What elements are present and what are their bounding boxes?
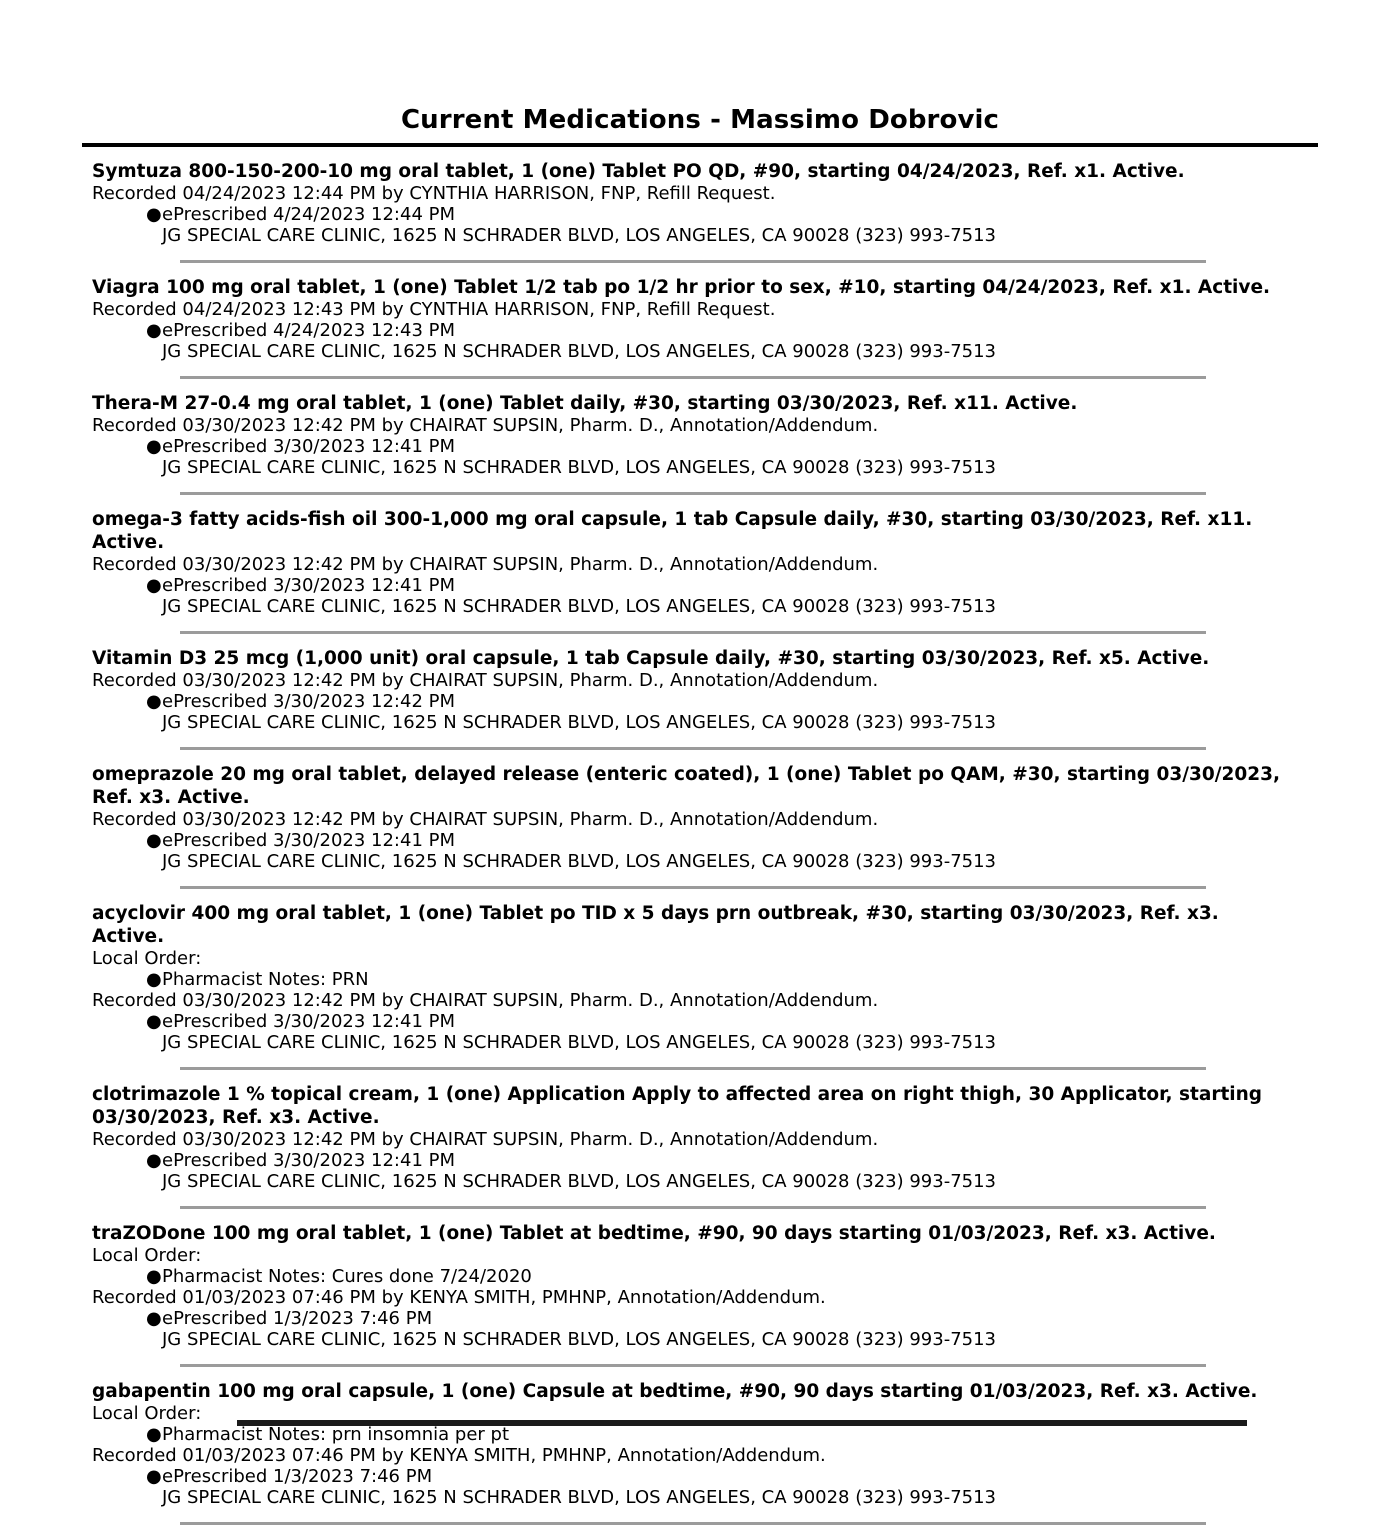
- pharmacy-line: JG SPECIAL CARE CLINIC, 1625 N SCHRADER BLVD, LOS ANGELES, CA 90028 (323) 993-7513: [162, 457, 997, 478]
- bullet-icon: ●: [146, 1150, 162, 1171]
- pharmacy-line: JG SPECIAL CARE CLINIC, 1625 N SCHRADER BLVD, LOS ANGELES, CA 90028 (323) 993-7513: [162, 1329, 997, 1350]
- eprescribed-line: [92, 691, 1294, 712]
- eprescribed-text: ePrescribed 3/30/2023 12:41 PM: [162, 436, 456, 457]
- medication-title: gabapentin 100 mg oral capsule, 1 (one) Capsule at bedtime, #90, 90 days starting 01/03/2023, Ref. x3. Active.: [92, 1381, 1258, 1402]
- eprescribed-line: [92, 1466, 1294, 1487]
- bullet-icon: ●: [146, 436, 162, 457]
- medication-entry-body: [92, 1209, 1294, 1350]
- pharmacist-note-text: Pharmacist Notes: Cures done 7/24/2020: [162, 1266, 532, 1287]
- eprescribed-text: ePrescribed 3/30/2023 12:41 PM: [162, 575, 456, 596]
- bullet-icon: ●: [146, 1011, 162, 1032]
- medication-title: Symtuza 800-150-200-10 mg oral tablet, 1 (one) Tablet PO QD, #90, starting 04/24/2023, Ref. x1. Active.: [92, 161, 1185, 182]
- pharmacist-note-text: Pharmacist Notes: prn insomnia per pt: [162, 1424, 510, 1445]
- medication-entry: [0, 379, 1398, 495]
- recorded-line: Recorded 03/30/2023 12:42 PM by CHAIRAT SUPSIN, Pharm. D., Annotation/Addendum.: [92, 990, 879, 1011]
- medication-entry: [0, 750, 1398, 889]
- medication-entry-body: [92, 750, 1294, 872]
- medication-entry: [0, 1209, 1398, 1367]
- eprescribed-text: ePrescribed 3/30/2023 12:41 PM: [162, 1011, 456, 1032]
- bullet-icon: ●: [146, 830, 162, 851]
- recorded-line: Recorded 03/30/2023 12:42 PM by CHAIRAT SUPSIN, Pharm. D., Annotation/Addendum.: [92, 415, 879, 436]
- recorded-line: Recorded 04/24/2023 12:44 PM by CYNTHIA HARRISON, FNP, Refill Request.: [92, 183, 776, 204]
- bullet-icon: ●: [146, 1266, 162, 1287]
- pharmacy-line: JG SPECIAL CARE CLINIC, 1625 N SCHRADER BLVD, LOS ANGELES, CA 90028 (323) 993-7513: [162, 1487, 997, 1508]
- bullet-icon: ●: [146, 575, 162, 596]
- medication-title: Vitamin D3 25 mcg (1,000 unit) oral capsule, 1 tab Capsule daily, #30, starting 03/30/2023, Ref. x5. Active.: [92, 648, 1210, 669]
- medication-entry-body: [92, 147, 1294, 246]
- medication-title: acyclovir 400 mg oral tablet, 1 (one) Tablet po TID x 5 days prn outbreak, #30, starting 03/30/2023, Ref. x3. Active.: [92, 903, 1219, 947]
- medication-entry: [0, 263, 1398, 379]
- medication-title: omeprazole 20 mg oral tablet, delayed release (enteric coated), 1 (one) Tablet po QAM, #30, starting 03/30/2023, Ref. x3. Active.: [92, 764, 1281, 808]
- medication-entry-body: [92, 495, 1294, 617]
- medication-list: [0, 147, 1398, 1525]
- eprescribed-line: [92, 436, 1294, 457]
- eprescribed-line: [92, 204, 1294, 225]
- medication-entry-body: [92, 263, 1294, 362]
- eprescribed-text: ePrescribed 4/24/2023 12:44 PM: [162, 204, 456, 225]
- recorded-line: Recorded 01/03/2023 07:46 PM by KENYA SMITH, PMHNP, Annotation/Addendum.: [92, 1445, 826, 1466]
- medication-title: Thera-M 27-0.4 mg oral tablet, 1 (one) Tablet daily, #30, starting 03/30/2023, Ref. x11. Active.: [92, 393, 1078, 414]
- pharmacy-line: JG SPECIAL CARE CLINIC, 1625 N SCHRADER BLVD, LOS ANGELES, CA 90028 (323) 993-7513: [162, 596, 997, 617]
- eprescribed-line: [92, 575, 1294, 596]
- eprescribed-line: [92, 320, 1294, 341]
- pharmacist-note-line: [92, 969, 1294, 990]
- eprescribed-line: [92, 1011, 1294, 1032]
- eprescribed-line: [92, 1308, 1294, 1329]
- bullet-icon: ●: [146, 204, 162, 225]
- pharmacy-line: JG SPECIAL CARE CLINIC, 1625 N SCHRADER BLVD, LOS ANGELES, CA 90028 (323) 993-7513: [162, 341, 997, 362]
- recorded-line: Recorded 03/30/2023 12:42 PM by CHAIRAT SUPSIN, Pharm. D., Annotation/Addendum.: [92, 809, 879, 830]
- bullet-icon: ●: [146, 1308, 162, 1329]
- medication-entry-body: [92, 379, 1294, 478]
- eprescribed-text: ePrescribed 1/3/2023 7:46 PM: [162, 1308, 433, 1329]
- recorded-line: Recorded 04/24/2023 12:43 PM by CYNTHIA HARRISON, FNP, Refill Request.: [92, 299, 776, 320]
- pharmacy-line: JG SPECIAL CARE CLINIC, 1625 N SCHRADER BLVD, LOS ANGELES, CA 90028 (323) 993-7513: [162, 712, 997, 733]
- medication-title: traZODone 100 mg oral tablet, 1 (one) Tablet at bedtime, #90, 90 days starting 01/03/2023, Ref. x3. Active.: [92, 1223, 1216, 1244]
- bullet-icon: ●: [146, 1424, 162, 1445]
- bullet-icon: ●: [146, 1466, 162, 1487]
- recorded-line: Recorded 01/03/2023 07:46 PM by KENYA SMITH, PMHNP, Annotation/Addendum.: [92, 1287, 826, 1308]
- next-section-top-border: [237, 1420, 1247, 1440]
- page-title: Current Medications - Massimo Dobrovic: [400, 105, 1000, 135]
- pharmacy-line: JG SPECIAL CARE CLINIC, 1625 N SCHRADER BLVD, LOS ANGELES, CA 90028 (323) 993-7513: [162, 851, 997, 872]
- medication-entry: [0, 147, 1398, 263]
- recorded-line: Recorded 03/30/2023 12:42 PM by CHAIRAT SUPSIN, Pharm. D., Annotation/Addendum.: [92, 554, 879, 575]
- eprescribed-text: ePrescribed 3/30/2023 12:41 PM: [162, 830, 456, 851]
- eprescribed-line: [92, 830, 1294, 851]
- medication-entry-body: [92, 634, 1294, 733]
- pharmacist-note-line: [92, 1266, 1294, 1287]
- eprescribed-text: ePrescribed 3/30/2023 12:41 PM: [162, 1150, 456, 1171]
- eprescribed-text: ePrescribed 3/30/2023 12:42 PM: [162, 691, 456, 712]
- medication-entry: [0, 1367, 1398, 1525]
- eprescribed-line: [92, 1150, 1294, 1171]
- medication-entry: [0, 634, 1398, 750]
- bullet-icon: ●: [146, 320, 162, 341]
- local-order-label: Local Order:: [92, 1403, 202, 1424]
- medication-title: Viagra 100 mg oral tablet, 1 (one) Tablet 1/2 tab po 1/2 hr prior to sex, #10, starting 04/24/2023, Ref. x1. Active.: [92, 277, 1271, 298]
- pharmacist-note-text: Pharmacist Notes: PRN: [162, 969, 369, 990]
- recorded-line: Recorded 03/30/2023 12:42 PM by CHAIRAT SUPSIN, Pharm. D., Annotation/Addendum.: [92, 1129, 879, 1150]
- bullet-icon: ●: [146, 969, 162, 990]
- pharmacy-line: JG SPECIAL CARE CLINIC, 1625 N SCHRADER BLVD, LOS ANGELES, CA 90028 (323) 993-7513: [162, 1032, 997, 1053]
- medication-entry-body: [92, 1070, 1294, 1192]
- local-order-label: Local Order:: [92, 1245, 202, 1266]
- medication-title: omega-3 fatty acids-fish oil 300-1,000 mg oral capsule, 1 tab Capsule daily, #30, starting 03/30/2023, Ref. x11. Active.: [92, 509, 1253, 553]
- medication-entry: [0, 495, 1398, 634]
- medication-entry: [0, 889, 1398, 1070]
- recorded-line: Recorded 03/30/2023 12:42 PM by CHAIRAT SUPSIN, Pharm. D., Annotation/Addendum.: [92, 670, 879, 691]
- pharmacy-line: JG SPECIAL CARE CLINIC, 1625 N SCHRADER BLVD, LOS ANGELES, CA 90028 (323) 993-7513: [162, 1171, 997, 1192]
- medication-title: clotrimazole 1 % topical cream, 1 (one) Application Apply to affected area on right thigh, 30 Applicator, starting 03/30/2023, Ref. x3. Active.: [92, 1084, 1263, 1128]
- eprescribed-text: ePrescribed 1/3/2023 7:46 PM: [162, 1466, 433, 1487]
- eprescribed-text: ePrescribed 4/24/2023 12:43 PM: [162, 320, 456, 341]
- medication-entry-body: [92, 889, 1294, 1053]
- medication-entry: [0, 1070, 1398, 1209]
- pharmacy-line: JG SPECIAL CARE CLINIC, 1625 N SCHRADER BLVD, LOS ANGELES, CA 90028 (323) 993-7513: [162, 225, 997, 246]
- bullet-icon: ●: [146, 691, 162, 712]
- local-order-label: Local Order:: [92, 948, 202, 969]
